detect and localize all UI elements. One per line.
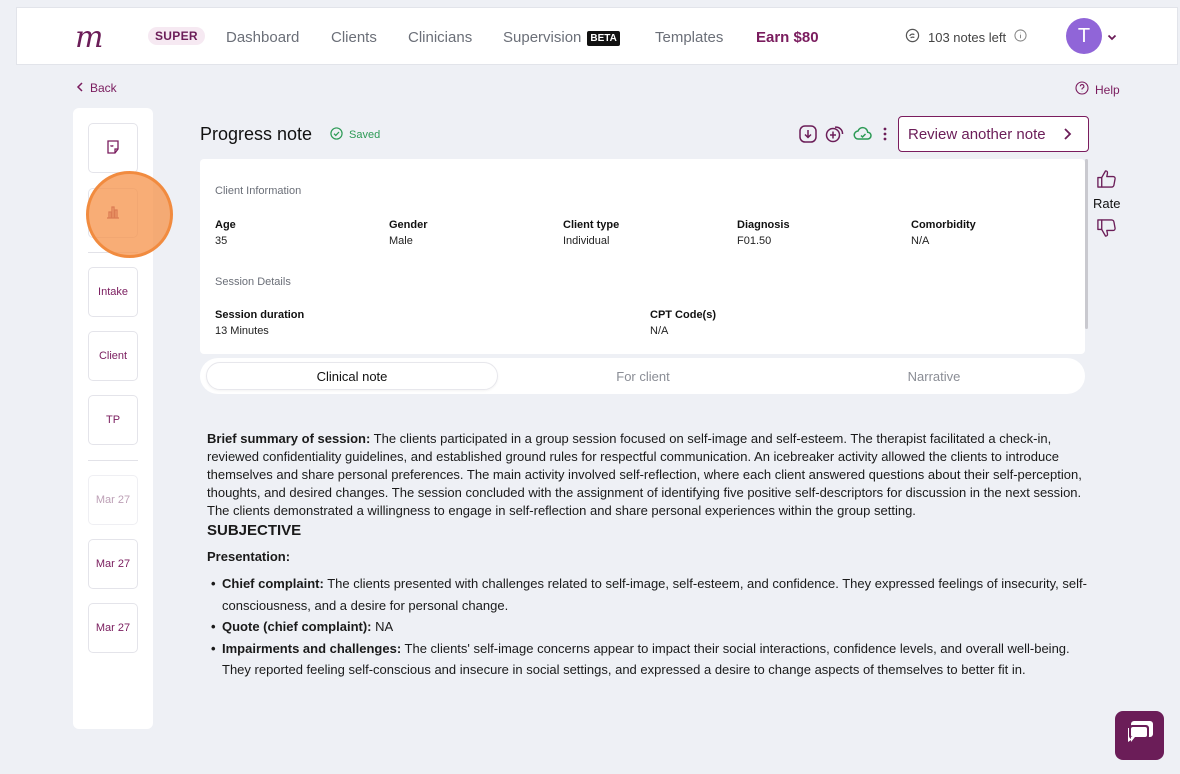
info-icon[interactable] [1014, 29, 1027, 45]
bullet-text: The clients' self-image concerns appear to impact their social interactions, confidence levels, and overall well-being. They reported feeling self-conscious and insecure in social settings, and expressed a desire to change aspects of themselves to better fit in. [222, 640, 1070, 678]
session-summary [207, 430, 1087, 520]
age-value: 35 [215, 235, 228, 247]
bullet-text: The clients presented with challenges related to self-image, self-esteem, and confidence. They expressed feelings of insecurity, self-consciousness, and a desire for personal change. [222, 576, 1087, 613]
tab-for-client[interactable]: For client [616, 368, 670, 384]
nav-templates[interactable]: Templates [655, 29, 724, 46]
client-info-heading: Client Information [215, 185, 302, 197]
review-another-note-button[interactable] [898, 116, 1089, 152]
more-options-icon[interactable] [876, 123, 894, 145]
top-navigation-bar [16, 7, 1178, 65]
client-type-label: Client type [563, 219, 620, 231]
sidebar-divider [88, 460, 138, 461]
cpt-code-label: CPT Code(s) [650, 309, 716, 321]
nav-dashboard[interactable]: Dashboard [226, 29, 300, 46]
save-status [330, 127, 380, 143]
clinical-note-body [207, 430, 1087, 681]
page-title: Progress note [200, 124, 313, 144]
bullet-label: Quote (chief complaint): [222, 619, 372, 635]
plan-badge: SUPER [148, 27, 205, 45]
tab-clinical-note[interactable]: Clinical note [206, 362, 498, 390]
thumbs-up-icon[interactable] [1096, 168, 1117, 194]
copy-pages-icon[interactable] [824, 123, 846, 145]
comorbidity-value: N/A [911, 235, 930, 247]
presentation-list [207, 573, 1087, 681]
list-item [207, 616, 1087, 638]
session-details-heading: Session Details [215, 276, 291, 288]
rate-label: Rate [1093, 196, 1121, 211]
presentation-label: Presentation: [207, 549, 291, 564]
cloud-sync-icon[interactable] [852, 123, 874, 145]
bullet-label: Impairments and challenges: [222, 640, 402, 656]
sidebar-item-tp[interactable]: TP [88, 395, 138, 445]
nav-clinicians[interactable]: Clinicians [408, 29, 473, 46]
sidebar-sticky-note-button[interactable] [88, 123, 138, 173]
tab-narrative[interactable]: Narrative [907, 368, 961, 384]
save-status-label: Saved [349, 129, 381, 141]
review-button-label: Review another note [908, 125, 1046, 143]
notes-icon [905, 28, 920, 46]
bullet-label: Chief complaint: [222, 576, 324, 591]
nav-supervision-label: Supervision [503, 29, 582, 46]
age-label: Age [215, 219, 236, 231]
sidebar-item-session[interactable]: Mar 27 [88, 539, 138, 589]
diagnosis-label: Diagnosis [737, 219, 790, 231]
sidebar-item-intake[interactable]: Intake [88, 267, 138, 317]
session-duration-label: Session duration [215, 309, 305, 321]
check-circle-icon [330, 127, 343, 143]
subjective-heading: SUBJECTIVE [207, 522, 302, 539]
nav-clients[interactable]: Clients [331, 29, 377, 46]
chevron-left-icon [76, 81, 84, 95]
note-view-tabs [200, 358, 1085, 394]
nav-earn[interactable]: Earn $80 [756, 29, 819, 46]
nav-supervision[interactable] [503, 29, 620, 46]
click-highlight-marker [86, 171, 173, 258]
help-icon [1075, 81, 1089, 98]
beta-badge: BETA [587, 31, 619, 46]
info-card-scrollbar[interactable] [1085, 159, 1088, 329]
summary-label: Brief summary of session: [207, 431, 371, 446]
bullet-text: NA [371, 619, 394, 635]
sidebar-item-client[interactable]: Client [88, 331, 138, 381]
brand-logo[interactable]: m [75, 20, 103, 55]
session-duration-value: 13 Minutes [215, 325, 269, 337]
help-link[interactable] [1075, 81, 1120, 98]
download-icon[interactable] [797, 123, 819, 145]
chevron-right-icon [1062, 127, 1072, 145]
gender-value: Male [389, 235, 413, 247]
sticky-note-icon [105, 139, 121, 158]
notes-left-counter [905, 28, 1027, 46]
help-label: Help [1095, 82, 1120, 97]
cpt-code-value: N/A [650, 325, 669, 337]
client-type-value: Individual [563, 235, 610, 247]
list-item [207, 638, 1087, 681]
list-item [207, 573, 1087, 616]
back-link[interactable] [76, 81, 117, 95]
comorbidity-label: Comorbidity [911, 219, 976, 231]
gender-label: Gender [389, 219, 428, 231]
client-info-card [200, 159, 1085, 354]
user-avatar[interactable]: T [1066, 18, 1102, 54]
back-label: Back [90, 81, 117, 95]
sidebar-item-session[interactable]: Mar 27 [88, 475, 138, 525]
thumbs-down-icon[interactable] [1096, 218, 1117, 244]
chat-support-button[interactable] [1115, 711, 1164, 760]
sidebar-item-session[interactable]: Mar 27 [88, 603, 138, 653]
diagnosis-value: F01.50 [737, 235, 772, 247]
notes-left-text: 103 notes left [928, 29, 1007, 45]
chevron-down-icon[interactable] [1106, 30, 1118, 48]
summary-text: The clients participated in a group session focused on self-image and self-esteem. The therapist facilitated a check-in, reviewed confidentiality guidelines, and established ground rules for respectful communication. An icebreaker activity allowed the clients to introduce themselves and share personal preferences. The main activity involved self-reflection, where each client answered questions about their self-perception, thoughts, and desired changes. The session concluded with the assignment of identifying five positive self-descriptors for discussion in the next session. The clients demonstrated a willingness to engage in self-reflection and share personal experiences within the group setting. [207, 431, 1082, 518]
chat-bubble-icon [1125, 719, 1155, 752]
